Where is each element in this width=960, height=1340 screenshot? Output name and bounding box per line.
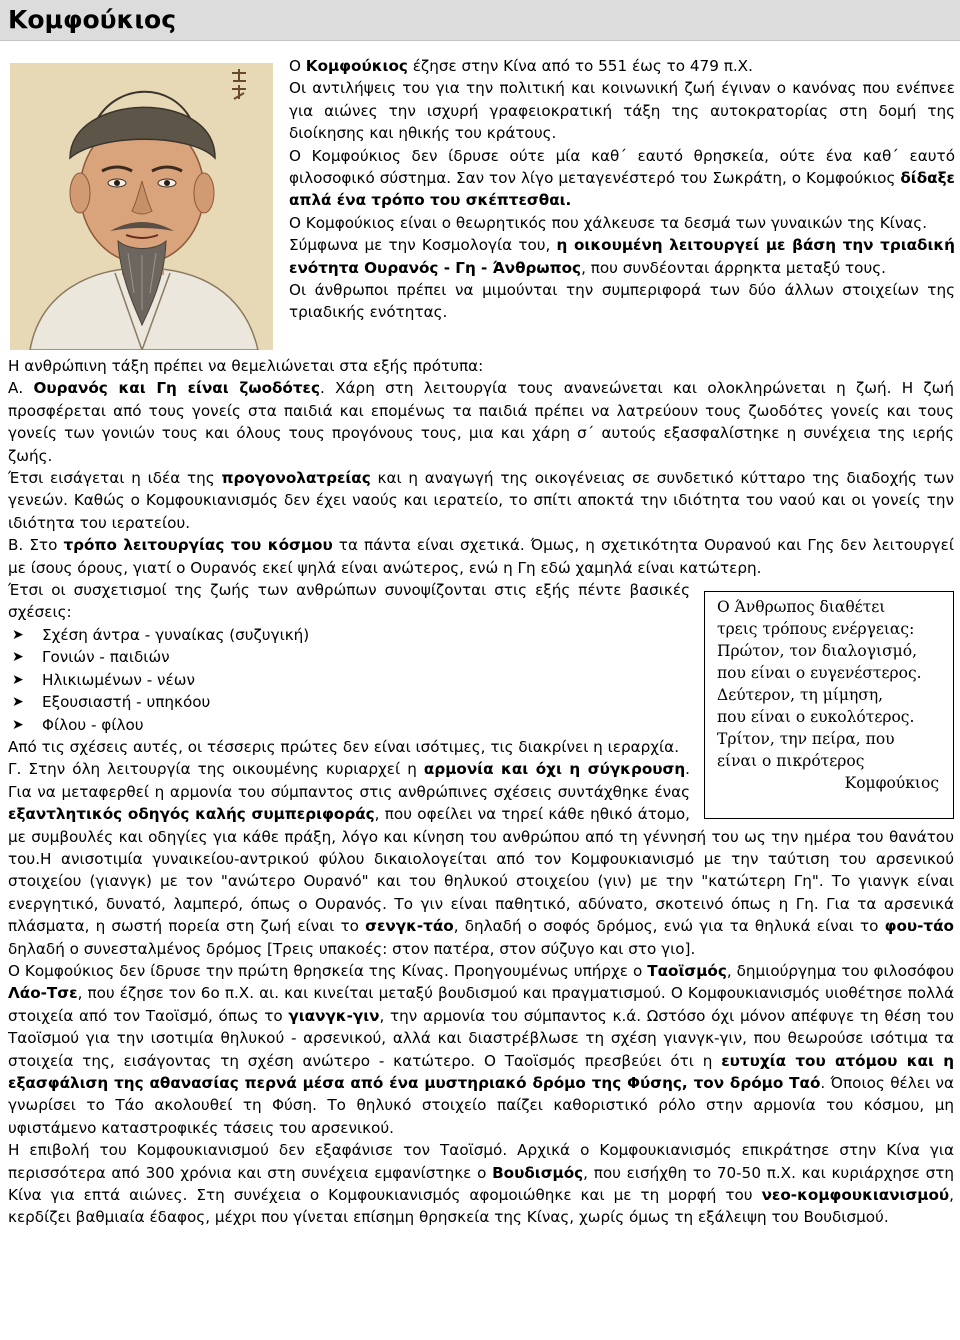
list-item-label: Ηλικιωμένων - νέων — [42, 670, 195, 689]
bold-run: Ουρανός και Γη είναι ζωοδότες — [33, 379, 321, 398]
body-paragraph — [8, 377, 954, 467]
list-item — [8, 691, 954, 713]
text-run: . Για να μεταφερθεί η αρμονία του σύμπαντος στις ανθρώπινες σχέσεις συντάχθηκε ένας — [8, 760, 690, 801]
bold-run: σενγκ-τάο — [365, 917, 454, 936]
text-run: . Όποιος θέλει να γνωρίσει το Τάο ακολουθεί τη Φύση. Το θηλυκό στοιχείο παίζει καθοριστικό ρόλο στην αρμονία του κόσμου, μη υφιστάμενο καταστροφικές τάσεις του αρσενικού. — [8, 1074, 955, 1137]
text-run: Η επιβολή του Κομφουκιανισμού δεν εξαφάνισε τον Ταοϊσμό. Αρχικά ο Κομφουκιανισμός επικράτησε στην Κίνα για περισσότερα από 300 χρόνια και στη συνέχεια εμφανίστηκε ο — [8, 1141, 954, 1182]
body-paragraph — [8, 355, 954, 377]
arrowhead-bullet-icon: ➤ — [12, 671, 24, 688]
quote-line: που είναι ο ευγενέστερος. — [717, 664, 922, 683]
quote-line: Πρώτον, τον διαλογισμό, — [717, 642, 917, 661]
text-run: Οι αντιλήψεις του για την πολιτική και κοινωνική ζωή έγιναν ο κανόνας που ενέπνεε για αιώνες την ισχυρή γραφειοκρατική τάξη της αυτοκρατορίας στη δομή της διοίκησης και ηθικής του κράτους. — [289, 79, 955, 143]
title-bar — [0, 0, 960, 41]
intro-paragraph — [289, 234, 955, 279]
list-item-label: Σχέση άντρα - γυναίκας (συζυγική) — [42, 625, 310, 644]
arrowhead-bullet-icon: ➤ — [12, 626, 24, 643]
text-run: . Χάρη στη λειτουργία τους ανανεώνεται και ολοκληρώνεται η ζωή. Η ζωή προσφέρεται από τους γονείς στα παιδιά και επομένως τα παιδιά πρέπει να λατρεύουν τους ζωοδότες γονείς και τους γονείς των γονιών τους και όλους τους προγόνους τους, μια και χάρη σ΄ αυτούς εξασφαλίστηκε η συνέχεια της ιερής ζωής. — [8, 379, 955, 465]
intro-paragraph — [289, 55, 955, 77]
quote-line: Τρίτον, την πείρα, που — [717, 730, 895, 749]
relations-list — [8, 624, 954, 736]
text-run: έζησε στην Κίνα από το 551 έως το 479 π.Χ. — [407, 57, 753, 75]
intro-paragraph — [289, 77, 955, 144]
text-run: Οι άνθρωποι πρέπει να μιμούνται την συμπεριφορά των δύο άλλων στοιχείων της τριαδικής ενότητας. — [289, 281, 955, 322]
text-run: Α. — [8, 379, 34, 398]
list-item — [8, 646, 954, 668]
text-run: Ο Κομφούκιος δεν ίδρυσε την πρώτη θρησκεία της Κίνας. Προηγουμένως υπήρχε ο — [8, 961, 648, 980]
arrowhead-bullet-icon: ➤ — [12, 694, 24, 711]
text-run: , κερδίζει βαθμιαία έδαφος, μέχρι που γίνεται επίσημη θρησκεία της Κίνας, χωρίς όμως τη εξάλειψη του Βουδισμού. — [8, 1186, 954, 1227]
bold-run: η οικουμένη λειτουργεί με βάση την τριαδική ενότητα Ουρανός - Γη - Άνθρωπος — [289, 236, 955, 277]
relations-intro: Έτσι οι συσχετισμοί της ζωής των ανθρώπων συνοψίζονται στις εξής πέντε βασικές σχέσεις: — [8, 581, 690, 622]
quote-line: που είναι ο ευκολότερος. — [717, 708, 915, 727]
text-run: , την αρμονία του σύμπαντος κ.ά. Ωστόσο όχι μόνον απέφυγε τη θέση του Ταοϊσμού για την ισοτιμία θηλυκού - αρσενικού, αλλά και διαστρέβλωσε τη σχέση γιανγκ-γιν, που θεωρούσε ισότιμα τα στοιχεία της, εισάγοντας τη σχέση ανώτερο - κατώτερο. Ο Ταοϊσμός πρεσβεύει ότι η — [8, 1006, 954, 1070]
intro-paragraph — [289, 279, 955, 324]
text-run: Σύμφωνα με την Κοσμολογία του, — [289, 236, 557, 255]
text-run: τα πάντα είναι σχετικά. Όμως, η σχετικότητα Ουρανού και Γης δεν λειτουργεί με ίσους όρους, γιατί ο Ουρανός εκεί ψηλά είναι ανώτερος, ενώ η Γη εδώ χαμηλά είναι κατώτερη. — [8, 536, 954, 577]
body-paragraph — [8, 1139, 954, 1229]
bold-run: φου-τάο — [884, 917, 954, 936]
list-item — [8, 624, 954, 646]
body-paragraph — [8, 960, 954, 1139]
text-run: Έτσι εισάγεται η ιδέα της — [8, 469, 222, 488]
list-item — [8, 669, 954, 691]
text-run: , που οφείλει να τηρεί κάθε ηθικό άτομο, με συμβουλές και οδηγίες για κάθε πράξη, λόγο και κίνηση του ανθρώπου από τη γέννησή του ως την ημέρα του θανάτου του.Η ανισοτιμία γυναικείου-αντρικού φύλου δικαιολογείται από τον Κομφουκιανισμό με την ταύτιση του αρσενικού στοιχείου (γιανγκ) με τον "ανώτερο Ουρανό" και του θηλυκού στοιχείου (γιν) με την "κατώτερη Γη". Το γιανγκ είναι ενεργητικό, δυνατό, λαμπερό, όπως ο Ουρανός. Το γιν είναι παθητικό, αδύνατο, σκοτεινό όπως η Γη. Για τα αρσενικά πλάσματα, η σωστή πορεία στη ζωή είναι το — [8, 805, 954, 936]
bold-run: τρόπο λειτουργίας του κόσμου — [63, 536, 333, 555]
quote-line: είναι ο πικρότερος — [717, 752, 865, 771]
page-title: Κομφούκιος — [8, 5, 177, 34]
bold-run: Ταοϊσμός — [647, 961, 727, 980]
intro-paragraph — [289, 212, 955, 234]
bold-run: Κομφούκιος — [305, 57, 408, 75]
quote-line: Ο Άνθρωπος διαθέτει — [717, 598, 886, 617]
text-run: , που συνδέονται άρρηκτα μεταξύ τους. — [581, 258, 887, 277]
arrowhead-bullet-icon: ➤ — [12, 716, 24, 733]
list-item-label: Φίλου - φίλου — [42, 715, 144, 734]
text-run: Ο Κομφούκιος είναι ο θεωρητικός που χάλκευσε τα δεσμά των γυναικών της Κίνας. — [289, 213, 928, 232]
bold-run: Βουδισμός — [492, 1163, 584, 1182]
bold-run: αρμονία και όχι η σύγκρουση — [423, 760, 686, 779]
list-item-label: Εξουσιαστή - υπηκόου — [42, 693, 211, 712]
bold-run: δίδαξε απλά ένα τρόπο του σκέπτεσθαι. — [289, 169, 955, 210]
text-run: δηλαδή ο συνεσταλμένος δρόμος [Τρεις υπακοές: στον πατέρα, στον σύζυγο και στο γιο]. — [8, 939, 696, 958]
arrowhead-bullet-icon: ➤ — [12, 649, 24, 666]
text-run: και η αναγωγή της οικογένειας σε συνδετικό κύτταρο της διαδοχής των γενεών. Καθώς ο Κομφουκιανισμός δεν έχει ναούς και ιερατείο, το σπίτι αποκτά την ιδιότητα του ναού και οι γονείς την ιδιότητα του ιερατείου. — [8, 469, 954, 532]
body-paragraph — [8, 467, 954, 534]
text-run: Ο — [289, 57, 306, 75]
text-run: , που έζησε τον 6ο π.Χ. αι. και κινείται μεταξύ βουδισμού και πραγματισμού. Ο Κομφουκιανισμός υιοθέτησε πολλά στοιχεία από τον Ταοϊσμό, όπως το — [8, 984, 954, 1025]
list-item — [8, 714, 954, 736]
intro-text — [289, 55, 955, 324]
bold-run: προγονολατρείας — [221, 469, 371, 488]
bold-run: εξαντλητικός οδηγός καλής συμπεριφοράς — [8, 805, 375, 824]
text-run: Ο Κομφούκιος δεν ίδρυσε ούτε μία καθ΄ εαυτό θρησκεία, ούτε ένα καθ΄ εαυτό φιλοσοφικό σύστημα. Σαν τον λίγο μεταγενέστερό του Σωκράτη, ο Κομφούκιος — [289, 146, 955, 188]
quote-line: τρεις τρόπους ενέργειας: — [717, 620, 915, 639]
intro-paragraph — [289, 145, 955, 212]
text-run: Η ανθρώπινη τάξη πρέπει να θεμελιώνεται στα εξής πρότυπα: — [8, 357, 484, 375]
main-text — [8, 355, 954, 1229]
text-run: , δημιούργημα του φιλοσόφου — [726, 961, 954, 980]
relations-outro: Από τις σχέσεις αυτές, οι τέσσερις πρώτες δεν είναι ισότιμες, τις διακρίνει η ιεραρχία. — [8, 737, 680, 756]
quote-author: Κομφούκιος — [844, 774, 939, 793]
bold-run: Λάο-Τσε — [8, 984, 78, 1003]
confucius-portrait — [10, 63, 273, 350]
body-paragraph — [8, 534, 954, 579]
text-run: Β. Στο — [8, 536, 64, 555]
text-run: , που εισήχθη το 70-50 π.Χ. και κυριάρχησε στη Κίνα για επτά αιώνες. Στη συνέχεια ο Κομφουκιανισμός αφομοιώθηκε και με τη μορφή του — [8, 1163, 954, 1205]
list-item-label: Γονιών - παιδιών — [42, 648, 170, 667]
text-run: Γ. Στην όλη λειτουργία της οικουμένης κυριαρχεί η — [8, 760, 424, 779]
bold-run: γιανγκ-γιν — [288, 1006, 380, 1025]
bold-run: νεο-κομφουκιανισμού — [761, 1186, 950, 1205]
bold-run: ευτυχία του ατόμου και η εξασφάλιση της αθανασίας περνά μέσα από ένα μυστηριακό δρόμο της Φύσης, τον δρόμο Ταό — [8, 1051, 955, 1092]
text-run: , δηλαδή ο σοφός δρόμος, ενώ για τα θηλυκά είναι το — [453, 917, 885, 936]
quote-line: Δεύτερον, τη μίμηση, — [717, 686, 884, 705]
